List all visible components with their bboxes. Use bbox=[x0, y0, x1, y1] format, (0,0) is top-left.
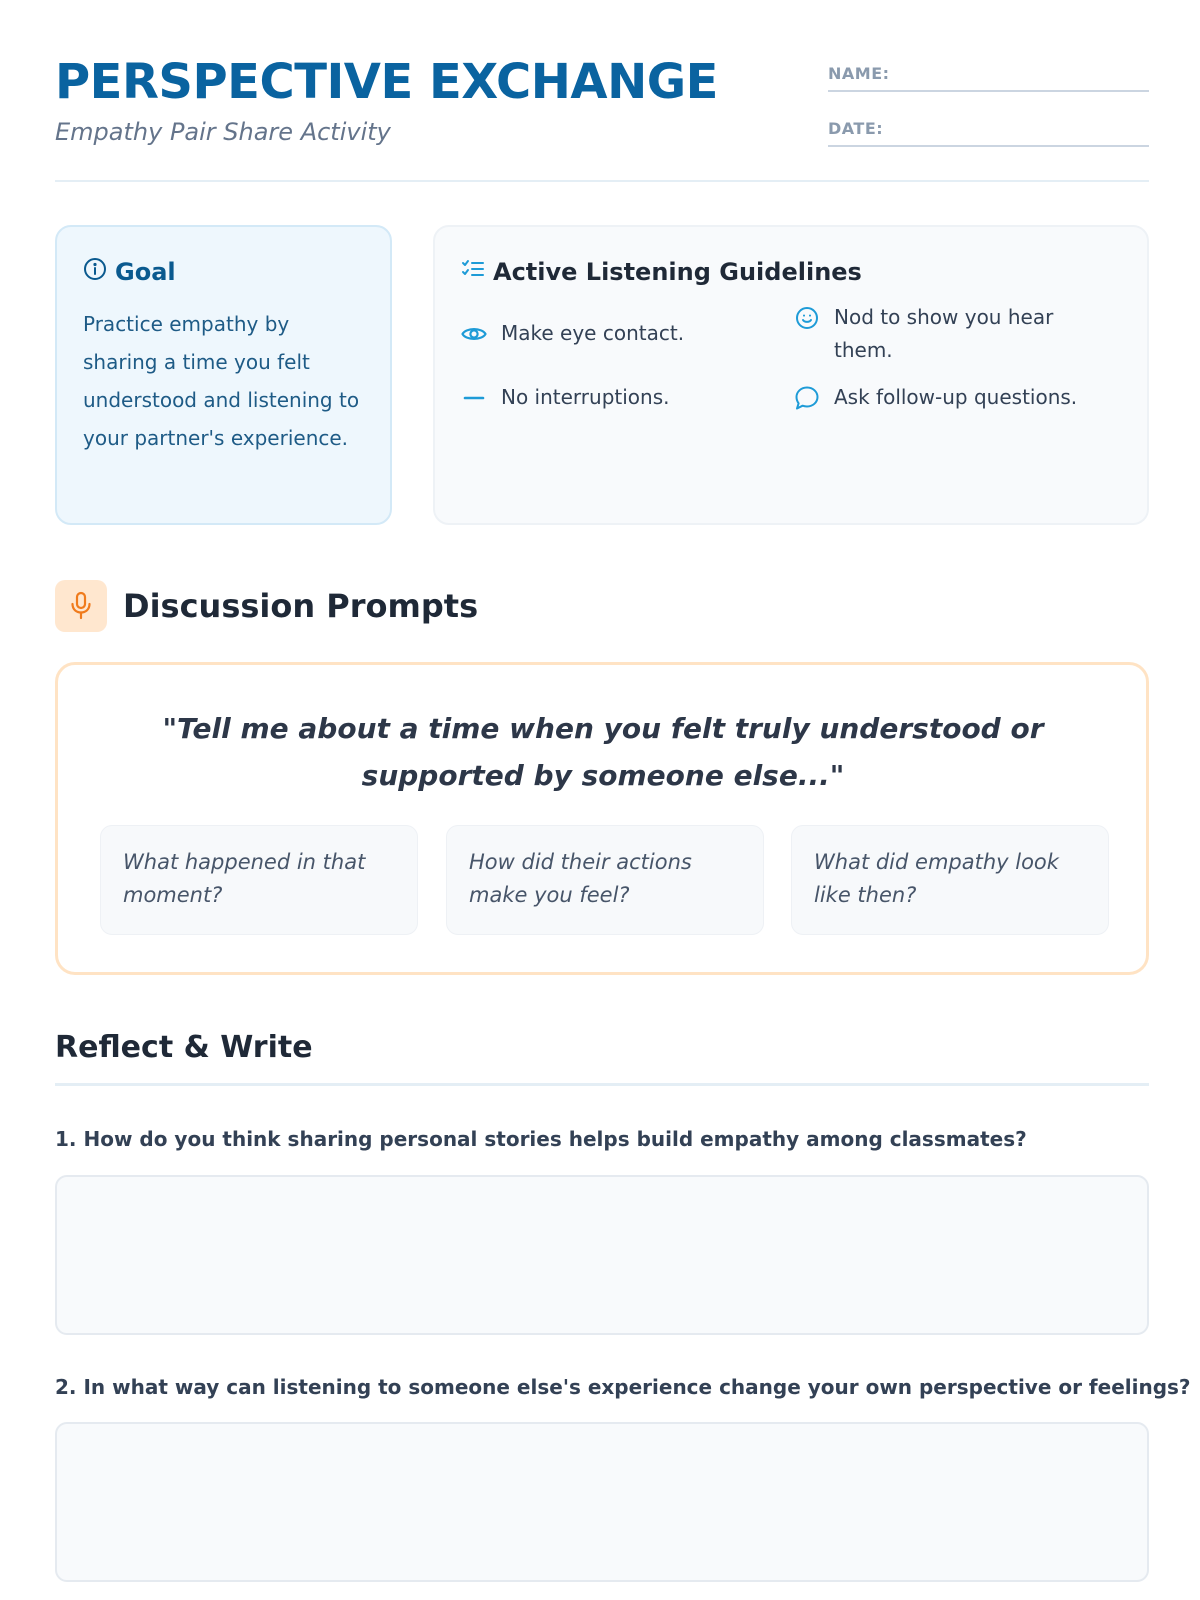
guideline-text: Ask follow-up questions. bbox=[834, 385, 1078, 409]
guidelines-title: Active Listening Guidelines bbox=[493, 258, 862, 286]
answer-box[interactable] bbox=[55, 1175, 1149, 1335]
discussion-prompts-title: Discussion Prompts bbox=[123, 587, 479, 625]
goal-card bbox=[55, 225, 392, 525]
guidelines-list bbox=[461, 305, 1121, 505]
worksheet-header bbox=[55, 52, 1149, 182]
date-label: DATE: bbox=[828, 119, 884, 138]
answer-box[interactable] bbox=[55, 1422, 1149, 1582]
name-label: NAME: bbox=[828, 64, 890, 83]
guideline-item bbox=[461, 317, 781, 350]
guideline-item bbox=[794, 381, 1124, 414]
guideline-text: Make eye contact. bbox=[501, 321, 685, 345]
sub-prompt: What happened in that moment? bbox=[100, 825, 418, 935]
speech-bubble-icon bbox=[794, 381, 820, 414]
page-title: PERSPECTIVE EXCHANGE bbox=[55, 54, 718, 110]
discussion-prompts-header bbox=[55, 580, 478, 632]
date-field[interactable] bbox=[828, 107, 1149, 147]
guidelines-header bbox=[461, 257, 1121, 287]
main-prompt: "Tell me about a time when you felt truly understood or supported by someone else..." bbox=[162, 712, 1044, 792]
prompt-card bbox=[55, 662, 1149, 975]
microphone-icon bbox=[55, 580, 107, 632]
smile-icon bbox=[794, 301, 820, 334]
goal-title: Goal bbox=[115, 258, 176, 286]
info-circle-icon bbox=[83, 257, 107, 287]
guideline-text: Nod to show you hear them. bbox=[834, 305, 1054, 362]
reflect-write-title: Reflect & Write bbox=[55, 1030, 1149, 1086]
checklist-icon bbox=[461, 257, 485, 287]
sub-prompt: What did empathy look like then? bbox=[791, 825, 1109, 935]
guideline-text: No interruptions. bbox=[501, 385, 670, 409]
reflection-question: 2. In what way can listening to someone else's experience change your own perspective or feelings? bbox=[55, 1375, 1191, 1399]
goal-text: Practice empathy by sharing a time you felt understood and listening to your partner's experience. bbox=[83, 312, 360, 450]
name-field[interactable] bbox=[828, 52, 1149, 92]
eye-icon bbox=[461, 317, 487, 350]
sub-prompt: How did their actions make you feel? bbox=[446, 825, 764, 935]
guideline-item bbox=[461, 381, 781, 414]
minus-icon bbox=[461, 381, 487, 414]
goal-header bbox=[83, 257, 364, 287]
guideline-item bbox=[794, 301, 1114, 367]
page-subtitle: Empathy Pair Share Activity bbox=[55, 118, 391, 146]
guidelines-card bbox=[433, 225, 1149, 525]
worksheet-page bbox=[55, 0, 1191, 1600]
reflection-question: 1. How do you think sharing personal stories helps build empathy among classmates? bbox=[55, 1127, 1027, 1151]
